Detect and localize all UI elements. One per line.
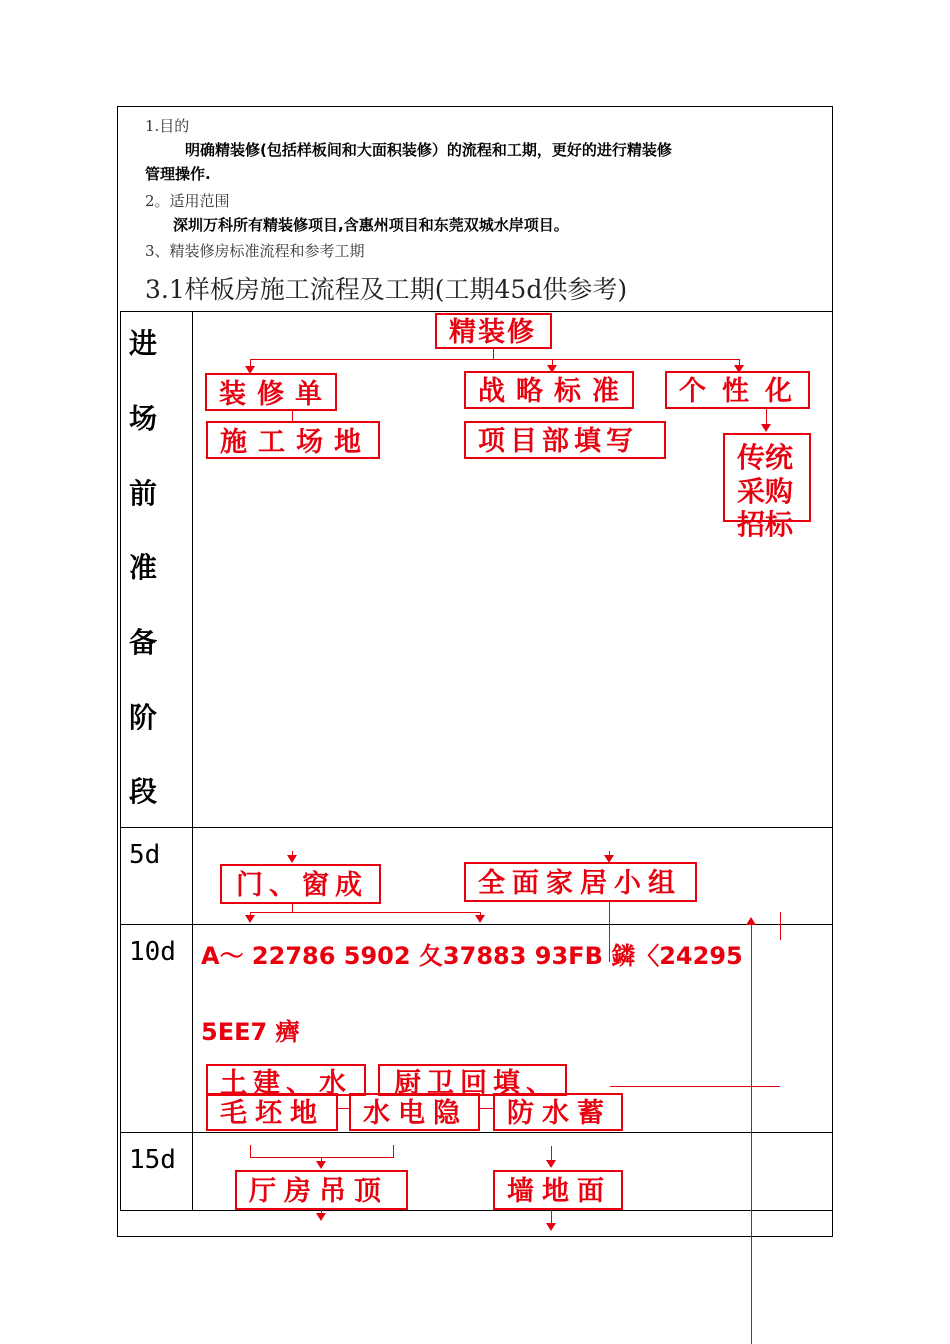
box-kitchen-fill: 厨卫回填、 bbox=[378, 1064, 567, 1096]
box-construction-site: 施工场地 bbox=[206, 421, 380, 459]
prep-char-3: 前 bbox=[129, 477, 158, 510]
prep-char-1: 进 bbox=[129, 327, 158, 360]
box-waterproof: 防水蓄 bbox=[493, 1093, 623, 1131]
prep-char-2: 场 bbox=[129, 402, 158, 435]
box-doors-windows: 门、窗成 bbox=[220, 864, 381, 904]
row-divider-3 bbox=[120, 1132, 832, 1133]
arrow-traditional bbox=[761, 424, 771, 432]
arrow-ceiling-out bbox=[316, 1213, 326, 1221]
purpose-text-line2: 管理操作. bbox=[145, 165, 211, 183]
frame-left bbox=[117, 106, 118, 1237]
connector-wall-down bbox=[551, 1210, 552, 1224]
stage-5d: 5d bbox=[129, 840, 161, 870]
connector-box-link-1 bbox=[338, 1108, 349, 1109]
prep-char-4: 准 bbox=[129, 551, 158, 584]
arrow-civil bbox=[245, 915, 255, 923]
section-title: 3.1样板房施工流程及工期(工期45d供参考) bbox=[145, 275, 628, 304]
arrow-wall-floor bbox=[546, 1160, 556, 1168]
arrow-kitchen bbox=[475, 915, 485, 923]
garbled-text-line1: A～ 22786 5902 夂37883 93FB 鏻〈24295 bbox=[201, 942, 743, 970]
connector-15d-right bbox=[551, 1146, 552, 1161]
frame-top bbox=[117, 106, 833, 107]
prep-char-6: 阶 bbox=[129, 701, 158, 734]
box-top-renovation: 精装修 bbox=[435, 313, 552, 349]
box-rough-ground: 毛坯地 bbox=[206, 1093, 338, 1131]
box-wall-floor: 墙地面 bbox=[493, 1170, 623, 1210]
process-heading: 3、精装修房标准流程和参考工期 bbox=[145, 242, 365, 260]
arrow-wall-out bbox=[546, 1223, 556, 1231]
table-top bbox=[120, 311, 832, 312]
stage-10d: 10d bbox=[129, 937, 176, 967]
table-left bbox=[120, 311, 121, 1210]
row-divider-4 bbox=[120, 1210, 832, 1211]
box-project-fill: 项目部填写 bbox=[464, 421, 666, 459]
box-home-team: 全面家居小组 bbox=[464, 862, 697, 902]
connector-personal-trad bbox=[766, 409, 767, 425]
box-ceiling: 厅房吊顶 bbox=[235, 1170, 408, 1210]
scope-text: 深圳万科所有精装修项目,含惠州项目和东莞双城水岸项目。 bbox=[173, 216, 569, 234]
box-decoration-list: 装修单 bbox=[205, 373, 337, 411]
stage-15d: 15d bbox=[129, 1145, 176, 1175]
box-hidden-electrical: 水电隐 bbox=[349, 1093, 480, 1131]
box-traditional-procurement: 传统采购招标 bbox=[723, 433, 811, 522]
box-strategic-standard: 战略标准 bbox=[464, 371, 634, 409]
box-personalize: 个性化 bbox=[665, 371, 810, 409]
arrow-ceiling bbox=[316, 1161, 326, 1169]
connector-doors-horizontal bbox=[250, 912, 481, 913]
stage-column-divider bbox=[192, 311, 193, 1210]
connector-long-vertical bbox=[751, 918, 752, 1344]
row-divider-2 bbox=[120, 924, 832, 925]
scope-heading: 2。适用范围 bbox=[145, 192, 230, 210]
purpose-heading: 1.目的 bbox=[145, 117, 190, 135]
prep-char-7: 段 bbox=[129, 775, 158, 808]
frame-bottom bbox=[117, 1236, 833, 1237]
frame-right bbox=[832, 106, 833, 1237]
arrow-doors bbox=[287, 855, 297, 863]
connector-top-horizontal bbox=[250, 359, 740, 360]
box-civil-water: 土建、水 bbox=[206, 1064, 366, 1096]
purpose-text-line1: 明确精装修(包括样板间和大面积装修）的流程和工期，更好的进行精装修 bbox=[185, 141, 672, 159]
garbled-text-line2: 5EE7 癠 bbox=[201, 1018, 300, 1046]
connector-right-horizontal bbox=[610, 1086, 780, 1087]
connector-box-link-2 bbox=[480, 1108, 493, 1109]
row-divider-1 bbox=[120, 827, 832, 828]
arrow-long-vertical bbox=[746, 917, 756, 925]
prep-char-5: 备 bbox=[129, 626, 158, 659]
connector-short-vertical bbox=[780, 912, 781, 940]
connector-15d-horizontal bbox=[250, 1157, 394, 1158]
